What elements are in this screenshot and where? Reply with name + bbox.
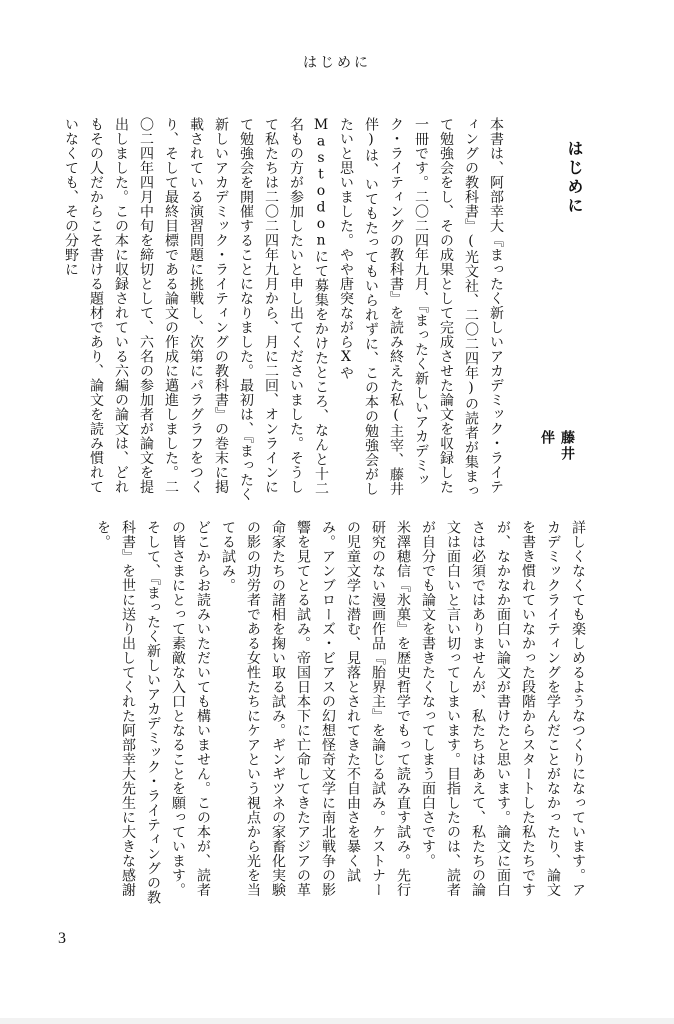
bottom-edge [0, 1018, 674, 1024]
upper-text-block [58, 117, 508, 505]
paragraph: どこからお読みいただいても構いません。この本が、読者の皆さまにとって素敵な入口となることを願っています。そして、『まったく新しいアカデミック・ライティングの教科書』を世に送り出してくれた阿部幸大先生に大きな感謝を。 [95, 520, 211, 905]
paragraph: 本書は、阿部幸大『まったく新しいアカデミック・ライティングの教科書』(光文社、二〇二四年)の読者が集まって勉強会をし、その成果として完成させた論文を収録した一冊です。二〇二四年九月、『まったく新しいアカデミック・ライティングの教科書』を読み終えた私(主宰、藤井伴)は、いてもたってもいられずに、この本の勉強会がしたいと思いました。やや唐突ながらXやMastodonにて募集をかけたところ、なんと十二名もの方が参加したいと申し出てくださいました。そうして私たちは二〇二四年九月から、月に二回、オンラインにて勉強会を開催することになりました。最初は、『まったく新しいアカデミック・ライティングの教科書』の巻末に掲載されている演習問題に挑戦し、次第にパラグラフをつくり、そして最終目標である論文の作成に邁進しました。二〇二四年四月中旬を締切として、六名の参加者が論文を提出しました。この本に収録されている六編の論文は、どれもその人だからこそ書ける題材であり、論文を読み慣れていなくても、その分野に [63, 117, 504, 502]
lower-text-block [58, 520, 590, 908]
author-name: 藤井 伴 [539, 430, 575, 462]
running-head: はじめに [303, 55, 371, 71]
paragraph: 詳しくなくても楽しめるようなつくりになっています。アカデミックライティングを学んだことがなかったり、論文を書き慣れていなかった段階からスタートした私たちですが、なかなか面白い論文が書けたと思います。論文に面白さは必須ではありませんが、私たちはあえて、私たちの論文は面白いと言い切ってしまいます。目指したのは、読者が自分でも論文を書きたくなってしまう面白さです。 [420, 520, 586, 897]
paragraph: 米澤穂信『氷菓』を歴史哲学でもって読み直す試み。先行研究のない漫画作品『胎界主』を論じる試み。ケストナーの児童文学に潜む、見落とされてきた不自由さを暴く試み。アンブローズ・ビアスの幻想怪奇文学に南北戦争の影響を見てとる試み。帝国日本下に亡命してきたアジアの革命家たちの諸相を掬い取る試み。ギンギツネの家畜化実験の影の功労者である女性たちにケアという視点から光を当てる試み。 [220, 520, 411, 897]
chapter-title: はじめに [565, 140, 584, 216]
page-number: 3 [58, 930, 66, 947]
